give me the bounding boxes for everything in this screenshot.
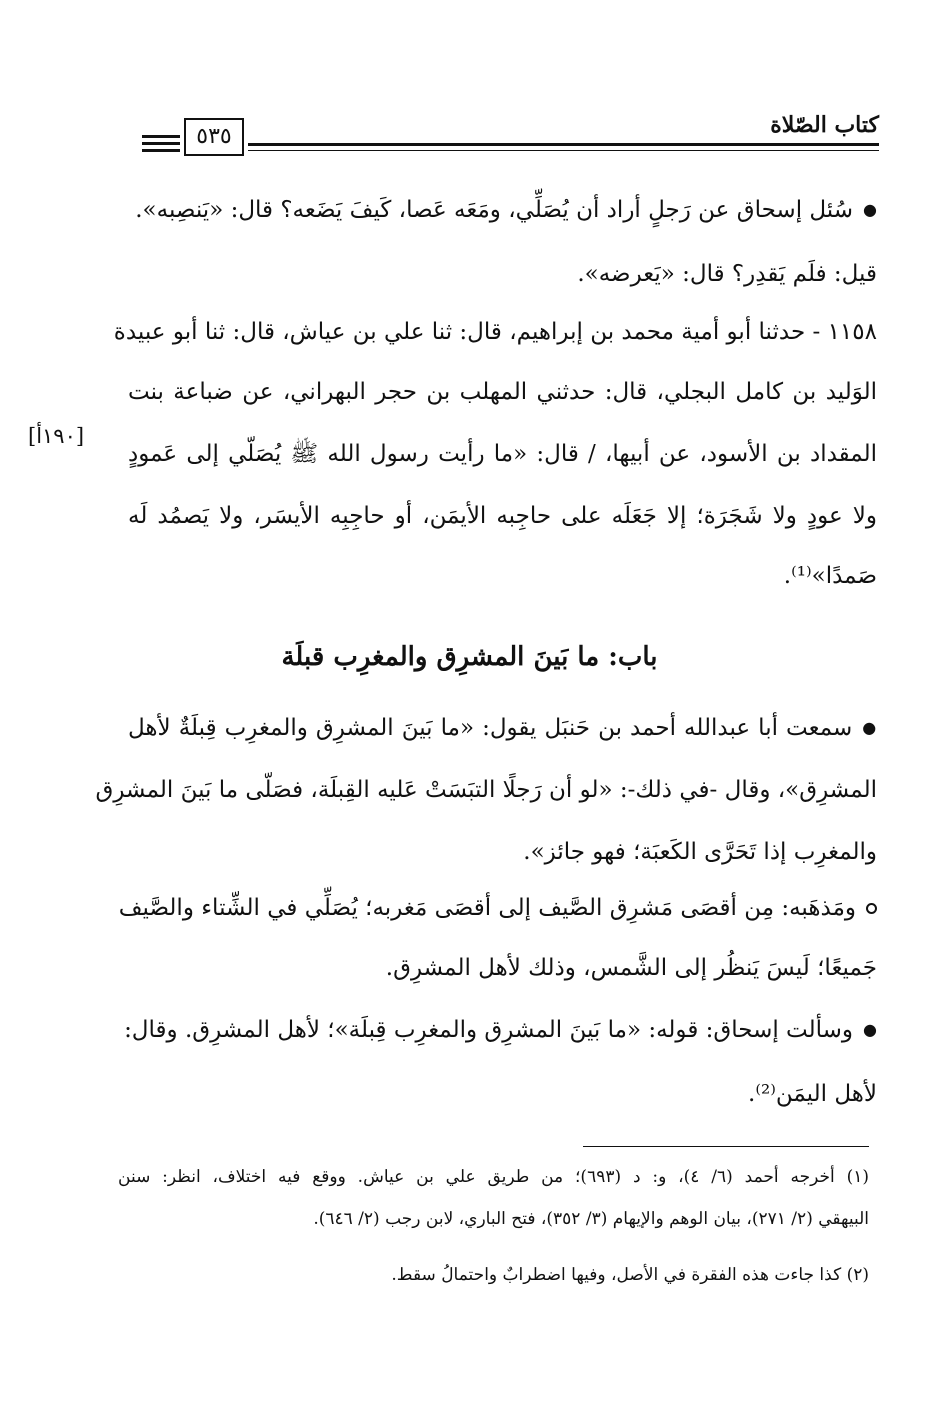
- circle-bullet-icon: [866, 903, 877, 914]
- text-line: ومَذهَبه: مِن أقصَى مَشرِق الصَّيف إلى أقصَى مَغربه؛ يُصَلِّي في الشِّتاء والصَّيف: [128, 892, 877, 924]
- text-line: ١١٥٨ - حدثنا أبو أمية محمد بن إبراهيم، قال: ثنا علي بن عياش، قال: ثنا أبو عبيدة: [113, 319, 877, 345]
- chapter-title: باب: ما بَينَ المشرِق والمغرِب قبلَة: [281, 642, 658, 672]
- text-line: ولا عودٍ ولا شَجَرَة؛ إلا جَعَلَه على حاجِبه الأيمَن، أو حاجِبِه الأيسَر، ولا يَصمُد لَه: [128, 503, 877, 529]
- text-line: ●وسألت إسحاق: قوله: «ما بَينَ المشرِق والمغرِب قِبلَة»؛ لأهل المشرِق. وقال:: [124, 1017, 877, 1043]
- folio-marker: [١٩٠أ]: [28, 424, 85, 448]
- header-ornament-line: [142, 149, 180, 152]
- bullet-icon: ●: [863, 200, 877, 219]
- bullet-icon: ●: [862, 718, 877, 737]
- header-rule: [248, 143, 879, 146]
- footnote-line: (١) أخرجه أحمد (٦/ ٤)، و: د (٦٩٣)؛ من طريق علي بن عياش. ووقع فيه اختلاف، انظر: سنن: [118, 1167, 869, 1187]
- text-line: ●سُئل إسحاق عن رَجلٍ أراد أن يُصَلِّي، ومَعَه عَصا، كَيفَ يَضَعه؟ قال: «يَنصِبه».: [135, 197, 877, 223]
- header-ornament-line: [142, 142, 180, 145]
- text-line: والمغرِب إذا تَحَرَّى الكَعبَة؛ فهو جائز».: [523, 839, 877, 865]
- header-ornament-line: [142, 135, 180, 138]
- bullet-icon: ●: [863, 1020, 877, 1039]
- running-header-title: كتاب الصّلاة: [770, 112, 879, 138]
- text-line: جَميعًا؛ لَيسَ يَنظُر إلى الشَّمس، وذلك لأهل المشرِق.: [385, 955, 877, 981]
- page-number: ٥٣٥: [184, 118, 244, 156]
- text-line: قيل: فلَم يَقدِر؟ قال: «يَعرضه».: [577, 261, 877, 287]
- header-rule-thin: [248, 150, 879, 151]
- text-line: المقداد بن الأسود، عن أبيها، / قال: «ما رأيت رسول الله ﷺ يُصَلّي إلى عَمودٍ: [128, 441, 877, 467]
- text-line: صَمدًا»⁽¹⁾.: [783, 563, 877, 589]
- footnote-line: البيهقي (٢/ ٢٧١)، بيان الوهم والإيهام (٣/ ٣٥٢)، فتح الباري، لابن رجب (٢/ ٦٤٦).: [313, 1209, 869, 1229]
- text-line: لأهل اليمَن⁽²⁾.: [748, 1081, 877, 1107]
- text-line: الوَليد بن كامل البجلي، قال: حدثني المهلب بن حجر البهراني، عن ضباعة بنت: [128, 379, 877, 405]
- footnote-line: (٢) كذا جاءت هذه الفقرة في الأصل، وفيها اضطرابٌ واحتمالُ سقط.: [391, 1265, 869, 1285]
- text-line: المشرِق»، وقال -في ذلك-: «لو أن رَجلًا التبَسَتْ عَليه القِبلَة، فصَلّى ما بَينَ المشرِق: [95, 777, 877, 803]
- text-line: ●سمعت أبا عبدالله أحمد بن حَنبَل يقول: «ما بَينَ المشرِق والمغرِب قِبلَةٌ لأهل: [128, 715, 877, 741]
- footnote-separator: [583, 1146, 869, 1147]
